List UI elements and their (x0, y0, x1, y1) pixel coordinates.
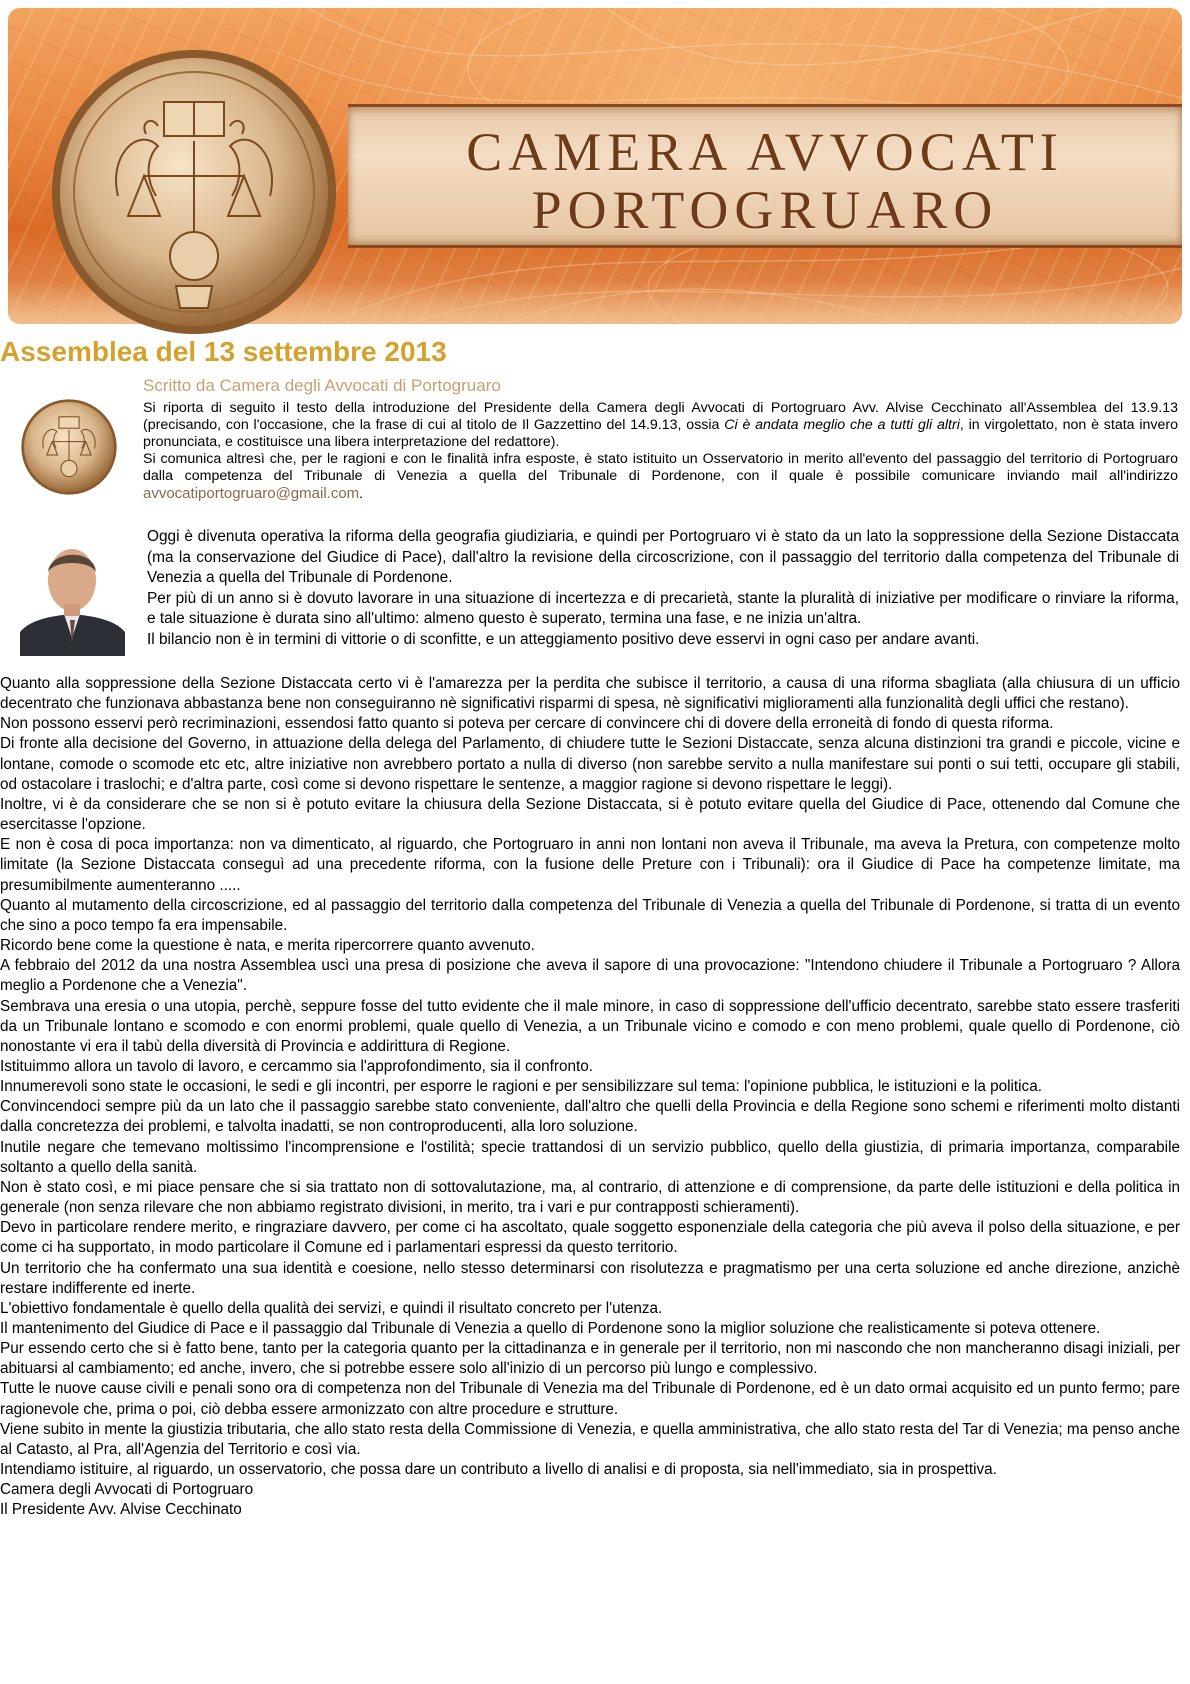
intro-quote: Ci è andata meglio che a tutti gli altri (724, 417, 960, 433)
body-paragraph: Innumerevoli sono state le occasioni, le sedi e gli incontri, per esporre le ragioni e per sensibilizzare sul tema: l'opinione pubblica, le istituzioni e la politica. (0, 1078, 1042, 1096)
president-portrait (20, 528, 125, 656)
bar-association-seal-small-icon (20, 398, 118, 496)
intro-paragraph (143, 451, 1178, 503)
body-paragraph: A febbraio del 2012 da una nostra Assemblea uscì una presa di posizione che aveva il sapore di una provocazione: "Intendono chiudere il Tribunale a Portogruaro ? Allora meglio a Pordenone che a Venezia". (0, 957, 1180, 995)
intro-text: Si comunica altresì che, per le ragioni e con le finalità infra esposte, è stato istituito un Osservatorio in merito all'evento del passaggio del territorio di Portogruaro dalla competenza del Tribunale di Venezia a quella del Tribunale di Pordenone, con il quale è possibile comunicare inviando mail all'indirizzo (143, 451, 1178, 484)
body-paragraph: L'obiettivo fondamentale è quello della qualità dei servizi, e quindi il risultato concreto per l'utenza. (0, 1299, 663, 1317)
article-title: Assemblea del 13 settembre 2013 (0, 336, 447, 367)
body-paragraph: Inutile negare che temevano moltissimo l'incomprensione e l'ostilità; specie trattandosi di un servizio pubblico, quello della giustizia, di primaria importanza, comparabile soltanto a quello della sanità. (0, 1138, 1180, 1176)
body-paragraph: Sembrava una eresia o una utopia, perchè, seppure fosse del tutto evidente che il male minore, in caso di soppressione dell'ufficio decentrato, sarebbe stato essere trasferiti da un Tribunale lontano e scomodo e con enormi problemi, quale quello di Venezia, a un Tribunale vicino e comodo e con meno problemi, quale quello di Pordenone, ciò nonostante vi era il tabù della diversità di Provincia e addirittura di Regione. (0, 997, 1180, 1055)
body-paragraph: Convincendoci sempre più da un lato che il passaggio sarebbe stato conveniente, dall'altro che quelli della Provincia e della Regione sono schemi e riferimenti molto distanti dalla concretezza dei problemi, e talvolta inadatti, se non controproducenti, alla loro soluzione. (0, 1098, 1180, 1136)
body-paragraph: Quanto al mutamento della circoscrizione, ed al passaggio del territorio dalla competenza del Tribunale di Venezia a quella del Tribunale di Pordenone, si tratta di un evento che sino a poco tempo fa era impensabile. (0, 896, 1180, 934)
intro-paragraph (143, 400, 1178, 451)
bar-association-seal-icon (48, 46, 340, 338)
banner-title-line1: CAMERA AVVOCATI (466, 122, 1064, 182)
article-intro (143, 400, 1178, 503)
banner-title-plate (348, 104, 1182, 248)
body-paragraph: E non è cosa di poca importanza: non va dimenticato, al riguardo, che Portogruaro in anni non lontani non aveva il Tribunale, ma aveva la Pretura, con competenze molto limitate (la Sezione Distaccata conseguì ad una precedente riforma, con la fusione delle Preture con i Tribunali): ora il Giudice di Pace ha competenze limitate, ma presumibilmente aumenteranno ..... (0, 836, 1180, 894)
body-paragraph: Di fronte alla decisione del Governo, in attuazione della delega del Parlamento, di chiudere tutte le Sezioni Distaccate, senza alcuna distinzioni tra grandi e piccole, vicine e lontane, comode o scomode etc etc, altre iniziative non avrebbero portato a nulla di diverso (non sarebbe servito a nulla manifestare sui ponti o sui tetti, occupare gli stabili, od ostacolare i traslochi; e d'altra parte, così come si devono rispettare le sentenze, a maggior ragione si devono rispettare le leggi). (0, 735, 1180, 793)
body-paragraph: Istituimmo allora un tavolo di lavoro, e cercammo sia l'approfondimento, sia il confronto. (0, 1057, 593, 1075)
body-paragraph: Non è stato così, e mi piace pensare che si sia trattato non di sottovalutazione, ma, al contrario, di attenzione e di comprensione, da parte delle istituzioni e della politica in generale (non senza rilevare che non abbiamo registrato divisioni, in merito, tra i vari e pur contrapposti schieramenti). (0, 1178, 1180, 1217)
article-body (0, 674, 1180, 1521)
body-paragraph: Inoltre, vi è da considerare che se non si è potuto evitare la chiusura della Sezione Distaccata, si è potuto evitare quella del Giudice di Pace, ottenendo dal Comune che esercitasse l'opzione. (0, 795, 1180, 834)
lead-paragraph: Il bilancio non è in termini di vittorie o di sconfitte, e un atteggiamento positivo deve esservi in ogni caso per andare avanti. (147, 630, 980, 648)
article-author: Scritto da Camera degli Avvocati di Portogruaro (143, 376, 501, 395)
email-link[interactable]: avvocatiportogruaro@gmail.com (143, 485, 360, 502)
intro-text-end: . (359, 486, 364, 502)
body-paragraph: Pur essendo certo che si è fatto bene, tanto per la categoria quanto per la cittadinanza e in generale per il territorio, non mi nascondo che non mancheranno disagi iniziali, per abituarsi al cambiamento; ed anche, invero, che si potrebbe essere solo all'inizio di un percorso più lungo e complessivo. (0, 1340, 1180, 1378)
body-paragraph: Il mantenimento del Giudice di Pace e il passaggio dal Tribunale di Venezia a quello di Pordenone sono la miglior soluzione che realisticamente si poteva ottenere. (0, 1320, 1101, 1337)
signature-name: Il Presidente Avv. Alvise Cecchinato (0, 1501, 242, 1519)
body-paragraph: Viene subito in mente la giustizia tributaria, che allo stato resta della Commissione di Venezia, e quella amministrativa, che allo stato resta del Tar di Venezia; ma penso anche al Catasto, al Pra, all'Agenzia del Territorio e così via. (0, 1420, 1180, 1458)
lead-paragraph: Per più di un anno si è dovuto lavorare in una situazione di incertezza e di precarietà, stante la pluralità di iniziative per modificare o rinviare la riforma, e tale situazione è durata sino all'ultimo: almeno questo è superato, termina una fase, e ne inizia un'altra. (147, 589, 1179, 628)
banner-title-line2: PORTOGRUARO (531, 180, 999, 240)
body-paragraph: Tutte le nuove cause civili e penali sono ora di competenza non del Tribunale di Venezia ma del Tribunale di Pordenone, ed è un dato ormai acquisito ed un punto fermo; pare ragionevole che, prima o poi, ciò debba essere armonizzato con altre procedure e strutture. (0, 1380, 1180, 1418)
article-lead (147, 527, 1179, 651)
lead-paragraph: Oggi è divenuta operativa la riforma della geografia giudiziaria, e quindi per Portogruaro vi è stato da un lato la soppressione della Sezione Distaccata (ma la conservazione del Giudice di Pace), dall'altro la revisione della circoscrizione, con il passaggio del territorio dalla competenza del Tribunale di Venezia a quella del Tribunale di Pordenone. (147, 528, 1179, 587)
body-paragraph: Quanto alla soppressione della Sezione Distaccata certo vi è l'amarezza per la perdita che subisce il territorio, a causa di una riforma sbagliata (alla chiusura di un ufficio decentrato che funzionava abbastanza bene non conseguiranno nè significativi risparmi di spesa, nè significativi miglioramenti alla funzionalità degli uffici che restano). (0, 675, 1180, 713)
body-paragraph: Intendiamo istituire, al riguardo, un osservatorio, che possa dare un contributo a livello di analisi e di proposta, sia nell'immediato, sia in prospettiva. (0, 1461, 997, 1479)
body-paragraph: Ricordo bene come la questione è nata, e merita ripercorrere quanto avvenuto. (0, 937, 535, 955)
signature-org: Camera degli Avvocati di Portogruaro (0, 1481, 254, 1499)
body-paragraph: Un territorio che ha confermato una sua identità e coesione, nello stesso determinarsi con risolutezza e pragmatismo per una certa soluzione ed anche direzione, anzichè restare indifferente ed inerte. (0, 1259, 1180, 1297)
body-paragraph: Non possono esservi però recriminazioni, essendosi fatto quanto si poteva per cercare di convincere chi di dovere della erroneità di fondo di questa riforma. (0, 715, 1054, 733)
intro-text: Si riporta di seguito il testo della introduzione del Presidente della Camera degli Avvocati di Portogruaro Avv. Alvise Cecchinato all'Assemblea del 13.9.13 (precisando, con l'occasione, che la frase di cui al titolo de Il Gazzettino del 14.9.13, ossia (143, 400, 1178, 433)
body-paragraph: Devo in particolare rendere merito, e ringraziare davvero, per come ci ha ascoltato, quale soggetto esponenziale della categoria che più aveva il polso della situazione, e per come ci ha supportato, in modo particolare il Comune ed i parlamentari espressi da questo territorio. (0, 1219, 1180, 1257)
intro-text-end: , in virgolettato, non è stata invero pronunciata, e costituisce una libera interpretazione del redattore). (143, 417, 1178, 450)
